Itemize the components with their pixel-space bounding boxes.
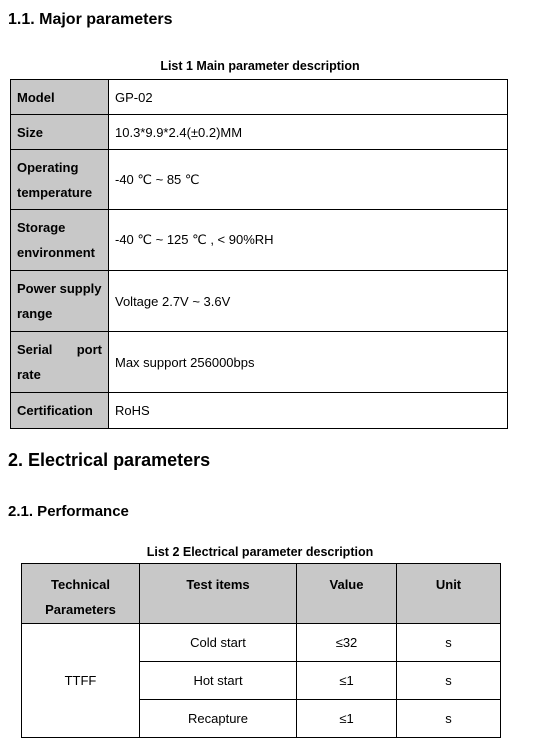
test-unit: s	[397, 624, 501, 662]
table-header-row	[22, 564, 501, 624]
col-header-test-items: Test items	[140, 564, 297, 624]
param-key-line: range	[17, 306, 53, 321]
table-row	[11, 210, 508, 271]
param-key-line: Storage	[17, 220, 66, 235]
section-heading-performance: 2.1. Performance	[8, 503, 129, 520]
test-value: ≤1	[297, 700, 397, 738]
col-header-technical-parameters	[22, 564, 140, 624]
group-cell-ttff: TTFF	[22, 624, 140, 738]
param-key-line: temperature	[17, 184, 93, 200]
list1-caption: List 1 Main parameter description	[160, 59, 360, 73]
test-unit: s	[397, 662, 501, 700]
param-key	[11, 150, 109, 210]
param-value: RoHS	[109, 393, 508, 429]
col-header-unit: Unit	[397, 564, 501, 624]
param-key	[11, 210, 109, 271]
param-value: 10.3*9.9*2.4(±0.2)MM	[109, 115, 508, 150]
param-value: -40 ℃ ~ 125 ℃ , < 90%RH	[109, 210, 508, 271]
section-heading-electrical-parameters: 2. Electrical parameters	[8, 450, 211, 470]
test-unit: s	[397, 700, 501, 738]
table-row	[11, 332, 508, 393]
table-row	[22, 624, 501, 662]
param-key	[11, 271, 109, 332]
param-key-line: Operating	[17, 159, 79, 175]
table-row	[11, 393, 508, 429]
header-line: Parameters	[45, 602, 116, 617]
test-item: Cold start	[140, 624, 297, 662]
param-key-line: Serial port	[17, 342, 102, 357]
table-row	[11, 80, 508, 115]
param-value: GP-02	[109, 80, 508, 115]
test-value: ≤32	[297, 624, 397, 662]
col-header-value: Value	[297, 564, 397, 624]
test-item: Recapture	[140, 700, 297, 738]
main-parameter-table	[10, 79, 508, 429]
table-row	[11, 271, 508, 332]
param-key-line: Power supply	[17, 281, 102, 296]
param-key-line: environment	[17, 245, 96, 260]
table-row	[11, 150, 508, 210]
test-value: ≤1	[297, 662, 397, 700]
test-item: Hot start	[140, 662, 297, 700]
param-key: Certification	[11, 393, 109, 429]
electrical-parameter-table	[21, 563, 501, 738]
param-value: Max support 256000bps	[109, 332, 508, 393]
param-value: Voltage 2.7V ~ 3.6V	[109, 271, 508, 332]
param-key: Model	[11, 80, 109, 115]
table-row	[11, 115, 508, 150]
list2-caption: List 2 Electrical parameter description	[146, 545, 374, 559]
section-heading-major-parameters: 1.1. Major parameters	[8, 11, 173, 28]
param-key	[11, 332, 109, 393]
header-line: Technical	[50, 577, 110, 592]
param-key-line: rate	[17, 367, 41, 382]
param-value: -40 ℃ ~ 85 ℃	[109, 150, 508, 210]
param-key: Size	[11, 115, 109, 150]
